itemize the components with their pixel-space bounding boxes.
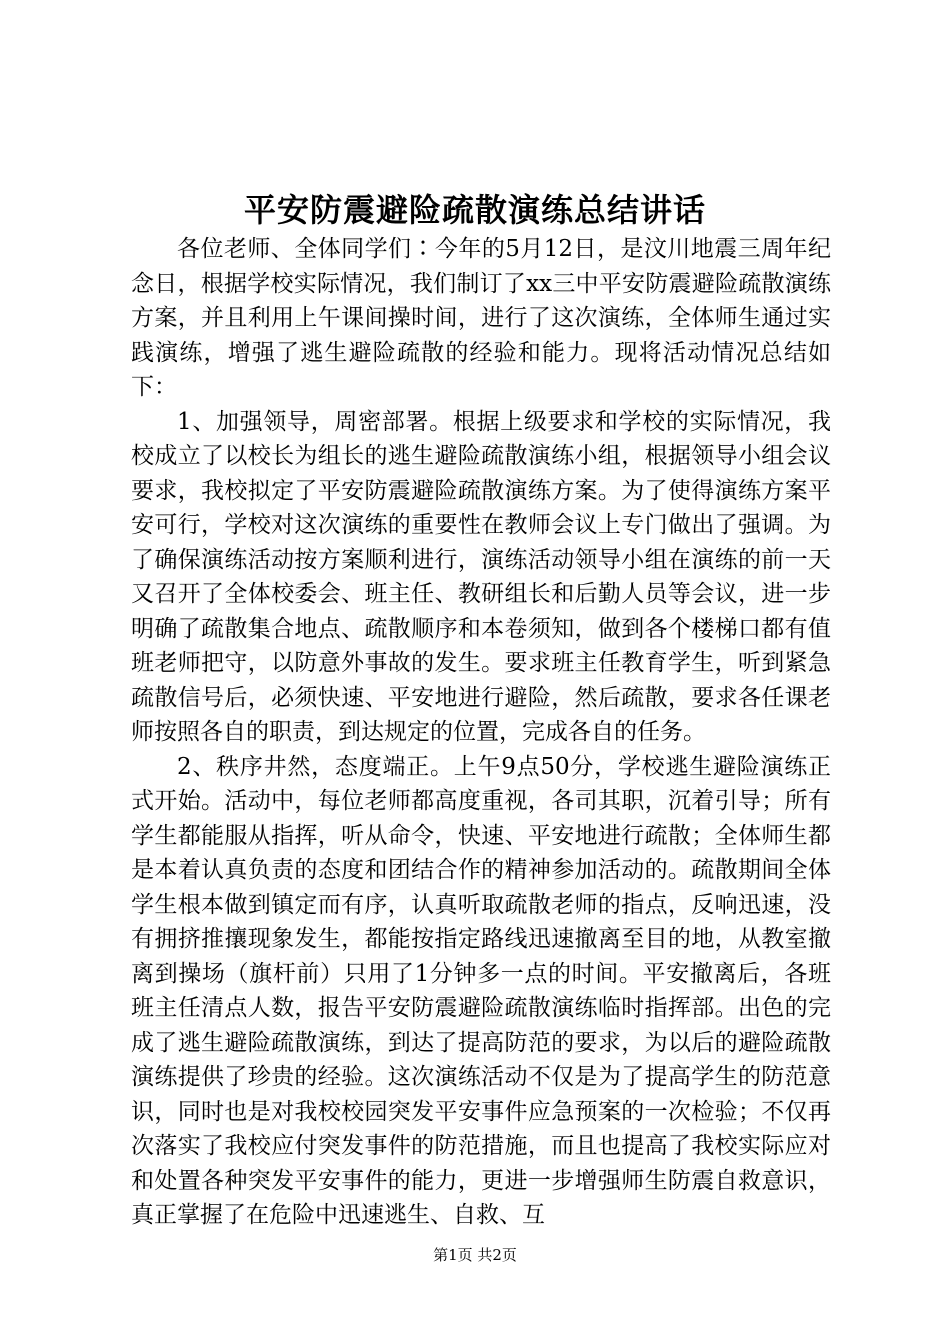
- document-body: [131, 232, 831, 1233]
- paragraph-section-1: 1、加强领导，周密部署。根据上级要求和学校的实际情况，我校成立了以校长为组长的逃生避险疏散演练小组，根据领导小组会议要求，我校拟定了平安防震避险疏散演练方案。为了使得演练方案平安可行，学校对这次演练的重要性在教师会议上专门做出了强调。为了确保演练活动按方案顺利进行，演练活动领导小组在演练的前一天又召开了全体校委会、班主任、教研组长和后勤人员等会议，进一步明确了疏散集合地点、疏散顺序和本卷须知，做到各个楼梯口都有值班老师把守，以防意外事故的发生。要求班主任教育学生，听到紧急疏散信号后，必须快速、平安地进行避险，然后疏散，要求各任课老师按照各自的职责，到达规定的位置，完成各自的任务。: [131, 408, 831, 745]
- paragraph-intro: 各位老师、全体同学们∶今年的5月12日，是汶川地震三周年纪念日，根据学校实际情况，我们制订了xx三中平安防震避险疏散演练方案，并且利用上午课间操时间，进行了这次演练，全体师生通过实践演练，增强了逃生避险疏散的经验和能力。现将活动情况总结如下：: [131, 236, 831, 400]
- paragraph-section-2: 2、秩序井然，态度端正。上午9点50分，学校逃生避险演练正式开始。活动中，每位老师都高度重视，各司其职，沉着引导；所有学生都能服从指挥，听从命令，快速、平安地进行疏散；全体师生都是本着认真负责的态度和团结合作的精神参加活动的。疏散期间全体学生根本做到镇定而有序，认真听取疏散老师的指点，反响迅速，没有拥挤推攘现象发生，都能按指定路线迅速撤离至目的地，从教室撤离到操场（旗杆前）只用了1分钟多一点的时间。平安撤离后，各班班主任清点人数，报告平安防震避险疏散演练临时指挥部。出色的完成了逃生避险疏散演练，到达了提高防范的要求，为以后的避险疏散演练提供了珍贵的经验。这次演练活动不仅是为了提高学生的防范意识，同时也是对我校校园突发平安事件应急预案的一次检验；不仅再次落实了我校应付突发事件的防范措施，而且也提高了我校实际应对和处置各种突发平安事件的能力，更进一步增强师生防震自救意识，真正掌握了在危险中迅速逃生、自救、互: [131, 753, 831, 1228]
- page-footer: [0, 1245, 950, 1265]
- page-number: 第1页 共2页: [433, 1246, 517, 1264]
- page-title: 平安防震避险疏散演练总结讲话: [243, 191, 706, 229]
